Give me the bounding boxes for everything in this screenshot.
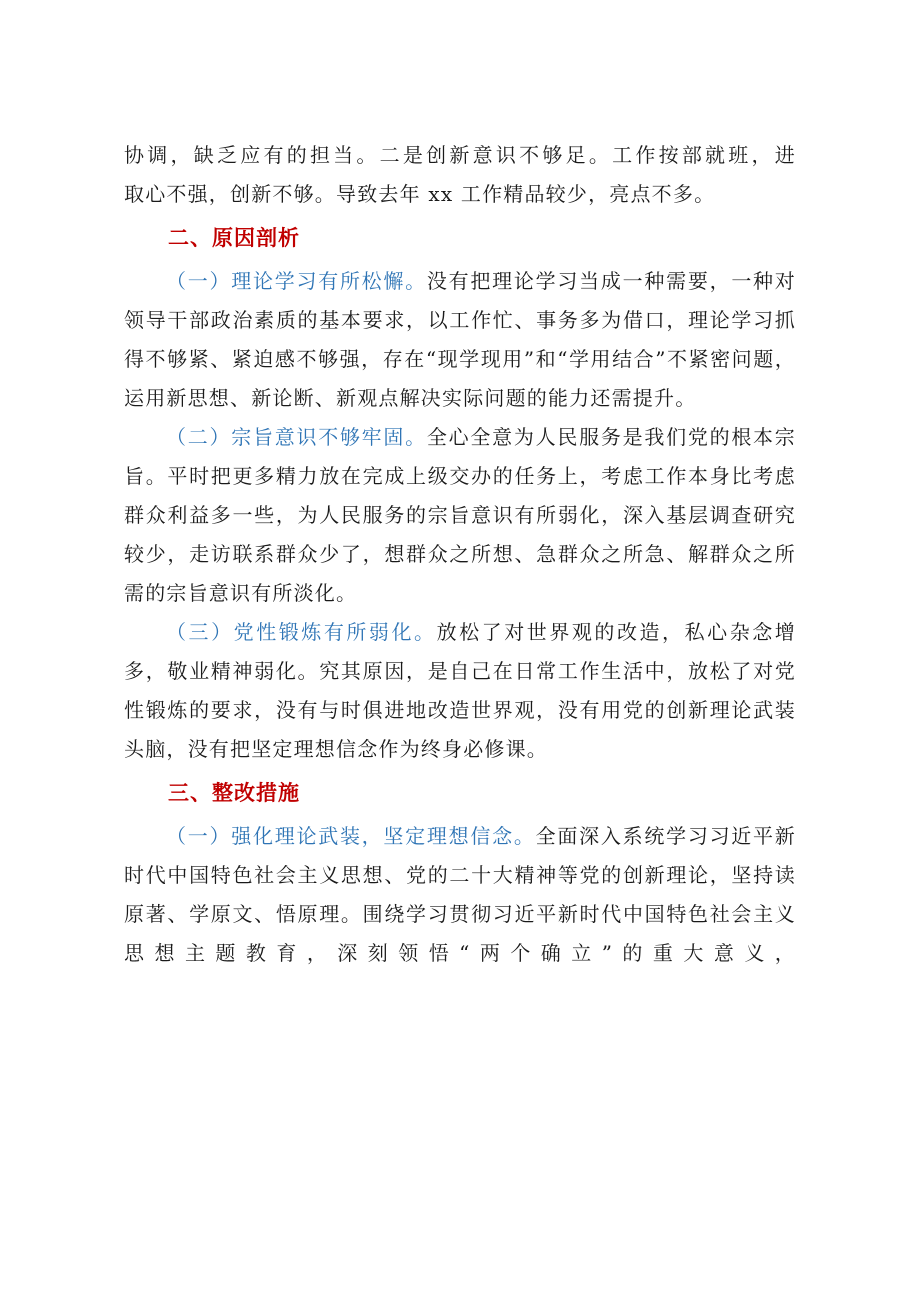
paragraph-party-spirit [124, 613, 796, 769]
paragraph-lead-2: （二）宗旨意识不够牢固。 [166, 425, 427, 449]
paragraph-lead-1: （一）理论学习有所松懈。 [166, 269, 427, 293]
paragraph-purpose-awareness [124, 418, 796, 613]
paragraph-body-4: 全面深入系统学习习近平新时代中国特色社会主义思想、党的二十大精神等党的创新理论，坚持读原著、学原文、悟原理。围绕学习贯彻习近平新时代中国特色社会主义思想主题教育，深刻领悟“两个确立”的重大意义， [124, 824, 796, 965]
section-heading-causes: 二、原因剖析 [168, 226, 300, 250]
section-heading-measures: 三、整改措施 [168, 781, 300, 805]
paragraph-lead-3: （三）党性锻炼有所弱化。 [166, 620, 437, 644]
paragraph-theory-study [124, 262, 796, 418]
paragraph-continued-line-2: 取心不强，创新不够。导致去年 xx 工作精品较少，亮点不多。 [124, 182, 716, 206]
document-body [124, 136, 796, 973]
paragraph-continued-line-1: 协调，缺乏应有的担当。二是创新意识不够足。工作按部就班，进 [124, 143, 796, 167]
paragraph-theory-armament [124, 817, 796, 973]
paragraph-body-3: 放松了对世界观的改造，私心杂念增多，敬业精神弱化。究其原因，是自己在日常工作生活中，放松了对党性锻炼的要求，没有与时俱进地改造世界观，没有用党的创新理论武装头脑，没有把坚定理想信念作为终身必修课。 [124, 620, 796, 761]
paragraph-body-1: 没有把理论学习当成一种需要，一种对领导干部政治素质的基本要求，以工作忙、事务多为借口，理论学习抓得不够紧、紧迫感不够强，存在“现学现用”和“学用结合”不紧密问题，运用新思想、新论断、新观点解决实际问题的能力还需提升。 [124, 269, 797, 410]
paragraph-lead-4: （一）强化理论武装，坚定理想信念。 [166, 824, 536, 848]
paragraph-body-2: 全心全意为人民服务是我们党的根本宗旨。平时把更多精力放在完成上级交办的任务上，考虑工作本身比考虑群众利益多一些，为人民服务的宗旨意识有所弱化，深入基层调查研究较少，走访联系群众少了，想群众之所想、急群众之所急、解群众之所需的宗旨意识有所淡化。 [124, 425, 797, 605]
